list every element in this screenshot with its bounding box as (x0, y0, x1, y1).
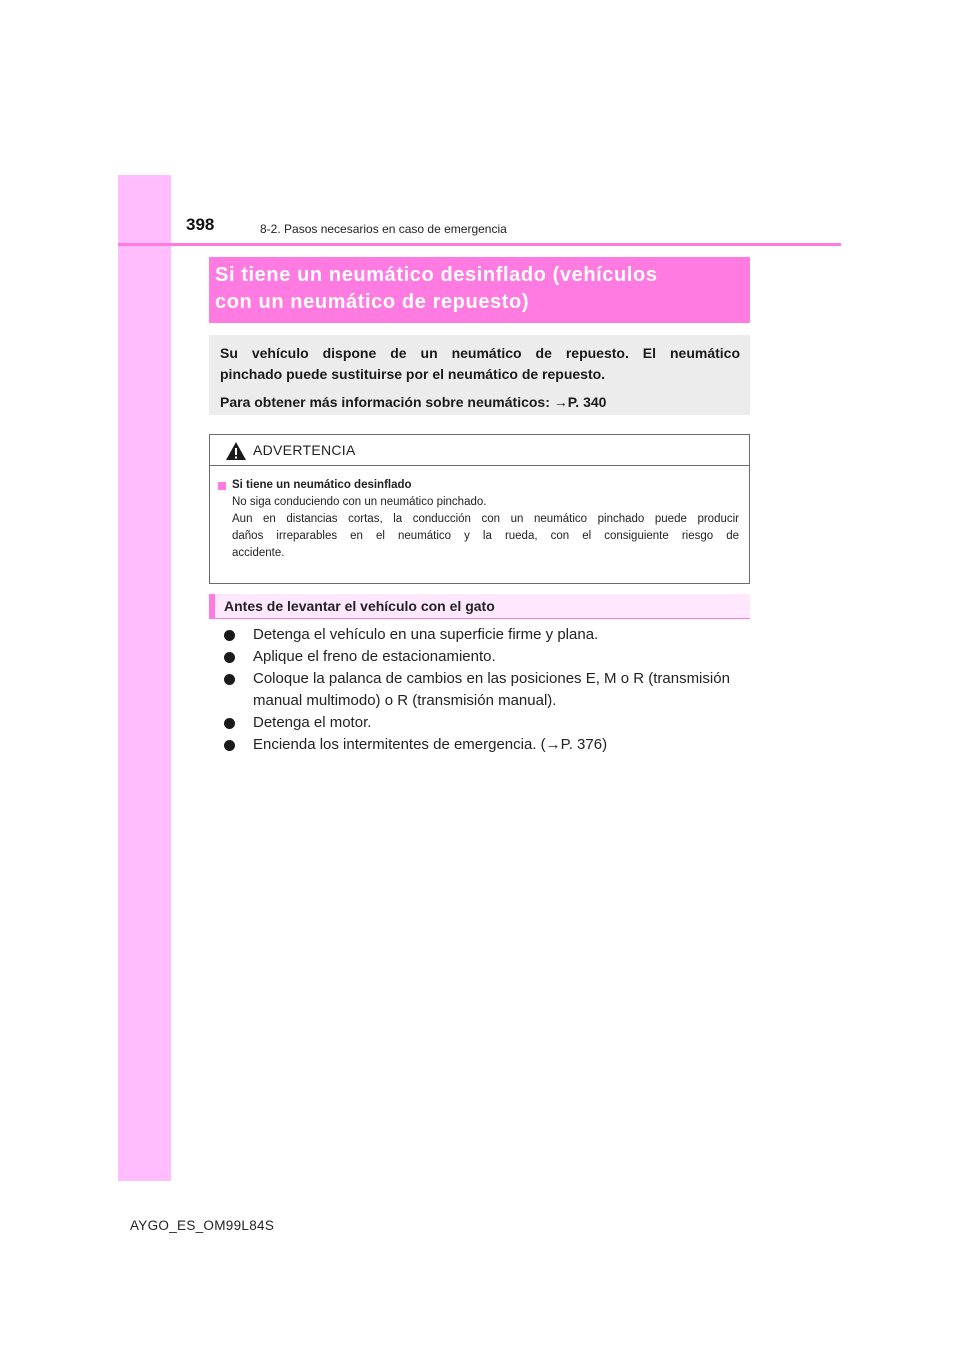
page-number: 398 (186, 215, 215, 234)
square-bullet-icon (218, 482, 226, 490)
step-text: Detenga el motor. (253, 714, 372, 731)
round-bullet-icon (224, 718, 235, 729)
list-item (213, 712, 745, 734)
step-text-line-1: Coloque la palanca de cambios en las posiciones E, M o R (transmisión (253, 670, 730, 687)
list-item (213, 734, 745, 756)
list-item (213, 668, 745, 712)
list-item (213, 646, 745, 668)
warning-triangle-icon (225, 441, 247, 461)
step-text-line-2: manual multimodo) o R (transmisión manual). (253, 692, 557, 709)
warning-line-1: No siga conduciendo con un neumático pinchado. (232, 496, 487, 508)
page-title-line-1: Si tiene un neumático desinflado (vehículos (215, 264, 658, 286)
warning-label: ADVERTENCIA (253, 442, 356, 458)
section-heading: Antes de levantar el vehículo con el gato (209, 594, 750, 619)
warning-line-4: accidente. (232, 547, 285, 559)
round-bullet-icon (224, 740, 235, 751)
round-bullet-icon (224, 674, 235, 685)
page-title (209, 257, 750, 323)
steps-list (213, 624, 745, 756)
header-rule (118, 243, 841, 246)
intro-reference: Para obtener más información sobre neumáticos: →P. 340 (220, 394, 607, 410)
warning-line-3: daños irreparables en el neumático y la rueda, con el consiguiente riesgo de (232, 530, 739, 542)
intro-line-1: Su vehículo dispone de un neumático de repuesto. El neumático (220, 345, 740, 361)
warning-subheading-text: Si tiene un neumático desinflado (232, 479, 412, 491)
warning-header (210, 435, 749, 466)
running-head: 8-2. Pasos necesarios en caso de emergencia (260, 222, 507, 236)
step-text: Aplique el freno de estacionamiento. (253, 648, 496, 665)
page-title-line-2: con un neumático de repuesto) (215, 291, 530, 313)
warning-subheading (218, 477, 739, 494)
warning-box (209, 434, 750, 584)
round-bullet-icon (224, 630, 235, 641)
list-item (213, 624, 745, 646)
warning-line-2: Aun en distancias cortas, la conducción con un neumático pinchado puede producir (232, 513, 739, 525)
step-text: Encienda los intermitentes de emergencia. (→P. 376) (253, 736, 608, 753)
step-text: Detenga el vehículo en una superficie firme y plana. (253, 626, 599, 643)
side-tab-strip (118, 175, 171, 1181)
round-bullet-icon (224, 652, 235, 663)
intro-box (209, 335, 750, 415)
intro-line-2: pinchado puede sustituirse por el neumático de repuesto. (220, 366, 606, 382)
warning-text (218, 494, 739, 562)
document-code: AYGO_ES_OM99L84S (130, 1218, 275, 1233)
warning-body (210, 466, 749, 562)
